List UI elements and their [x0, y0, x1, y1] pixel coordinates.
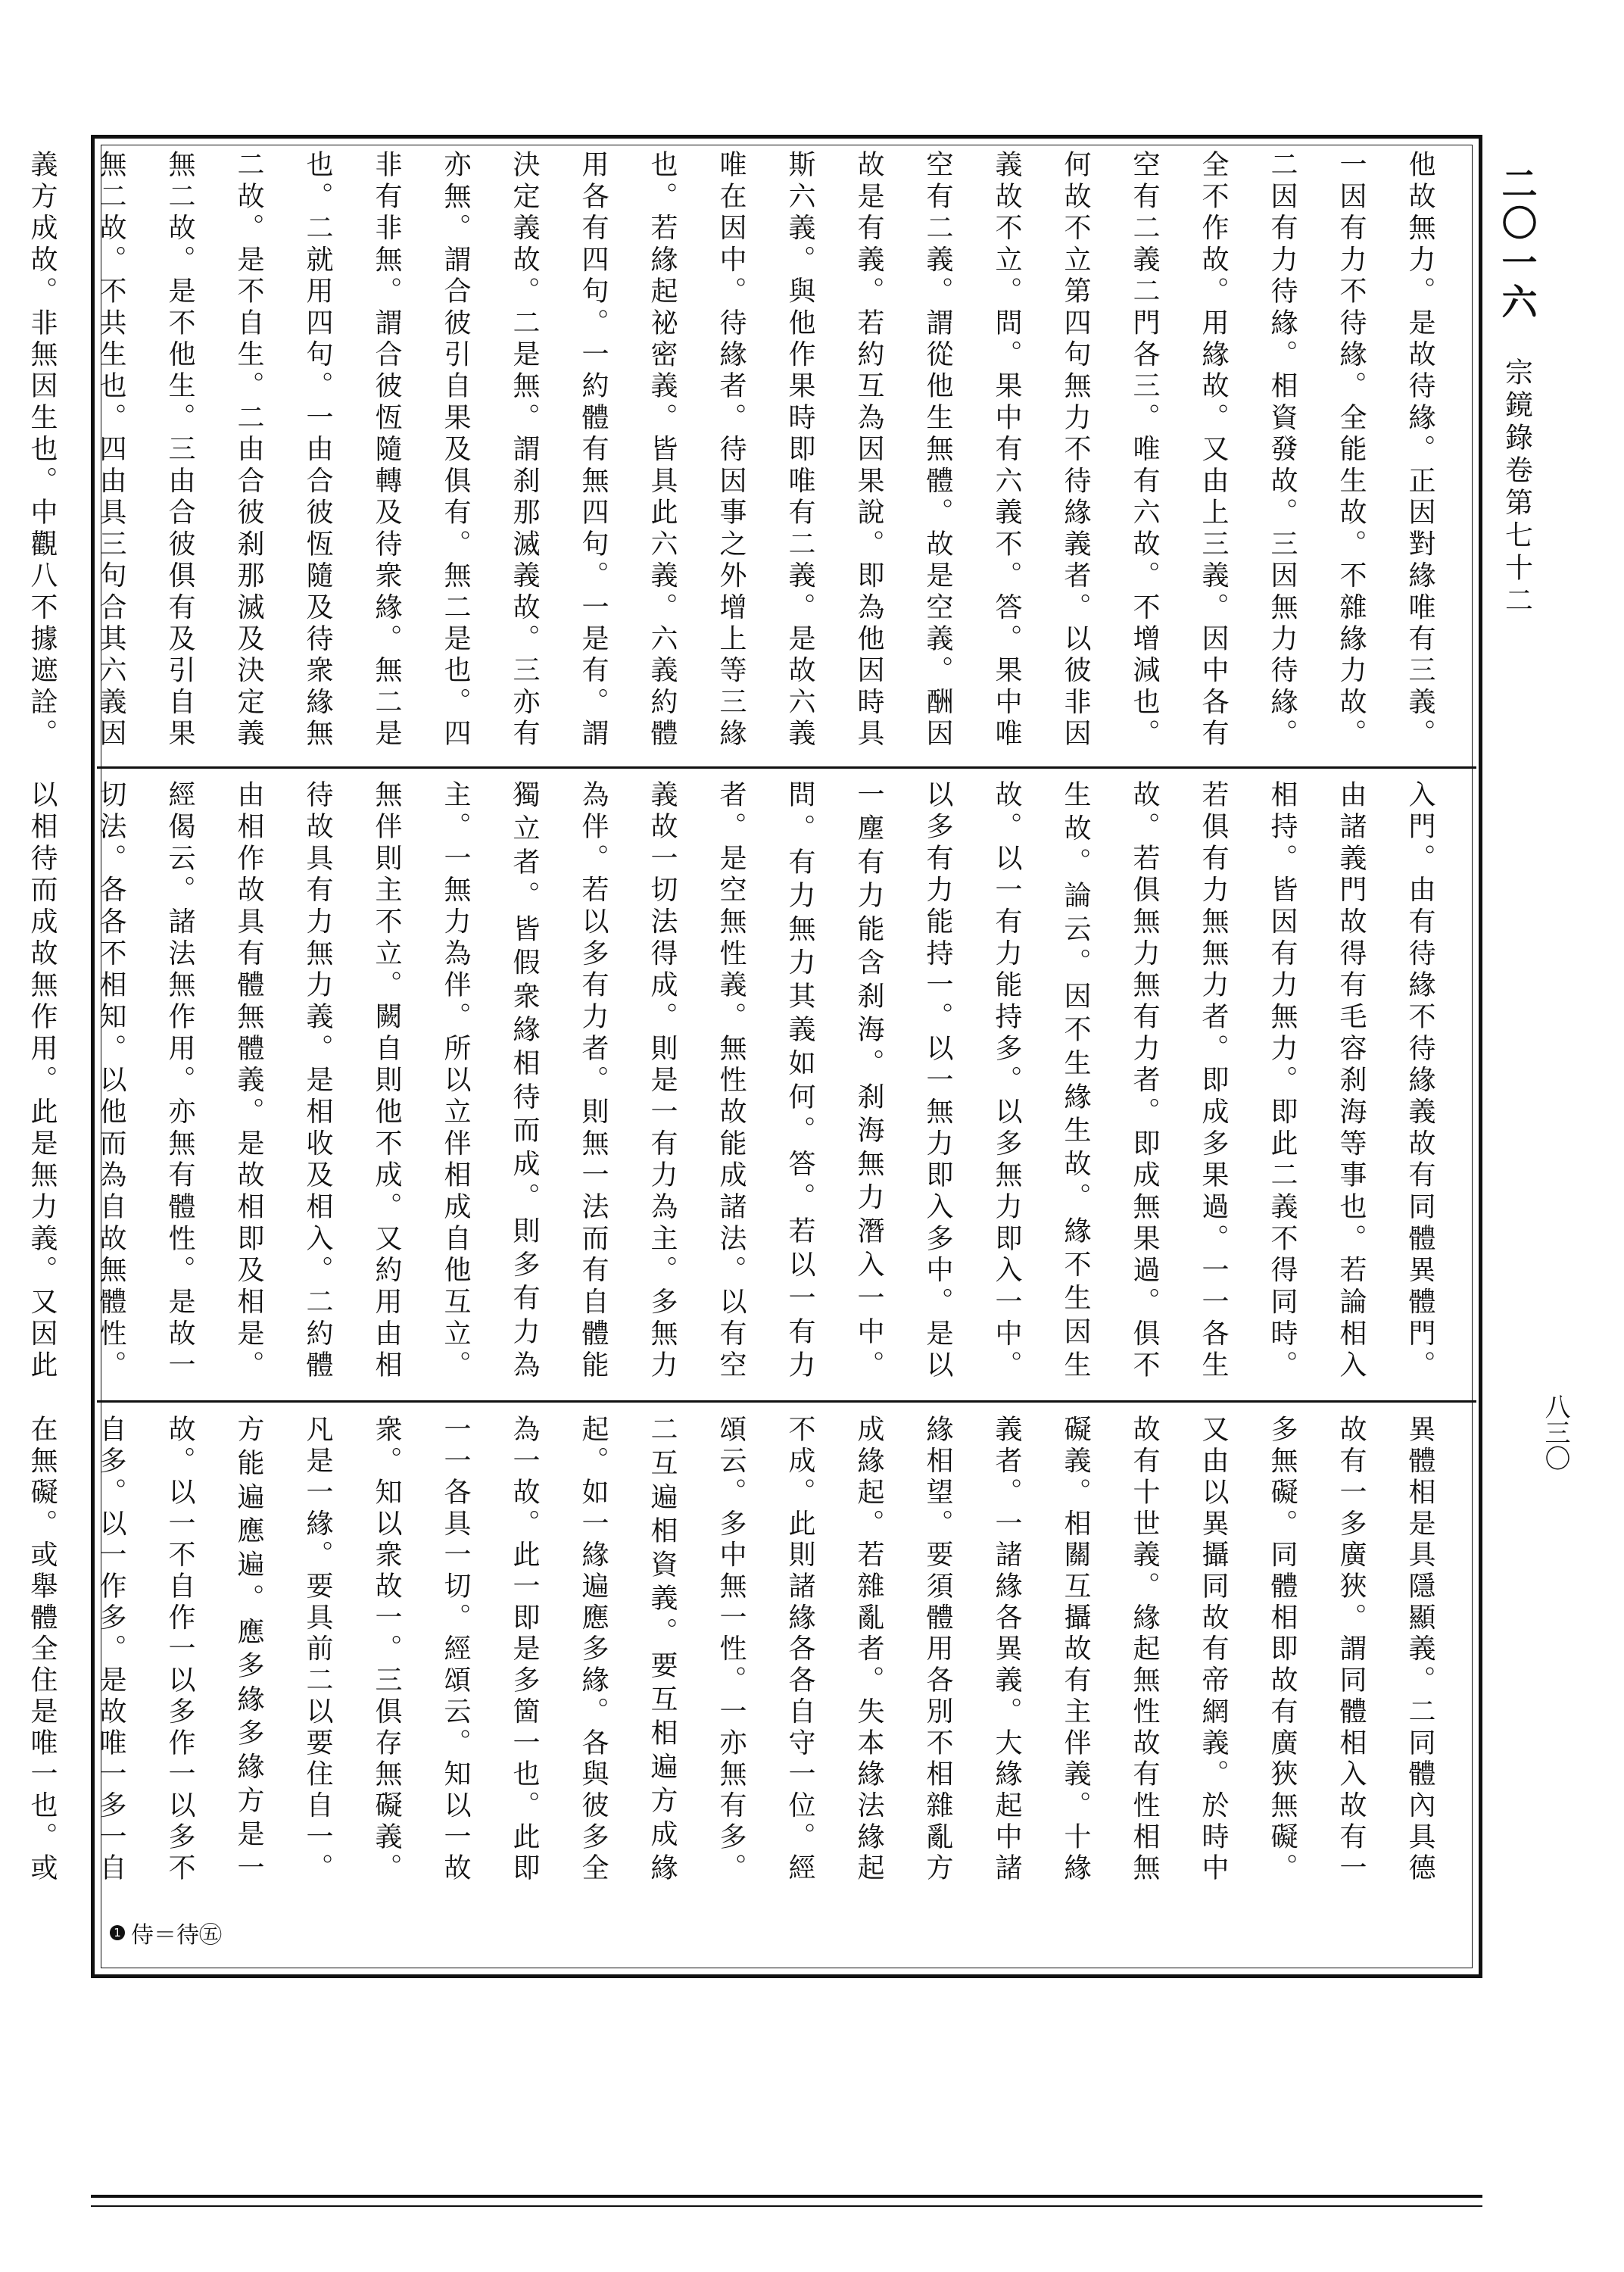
text-band-upper — [26, 150, 1454, 750]
running-head-column — [1485, 150, 1548, 1954]
footnote-marker: 1 — [110, 1925, 125, 1940]
text-band-lower — [26, 1415, 1454, 1884]
bottom-rule-thin — [91, 2205, 1482, 2207]
bottom-rule-thick — [91, 2195, 1482, 2198]
margin-page-marker: 八三〇 — [1540, 1393, 1570, 1471]
page-number: 二〇一六 — [1495, 165, 1538, 323]
running-title: 宗鏡錄卷第七十二 — [1500, 357, 1533, 618]
footnote-text: 侍＝待㊄ — [131, 1922, 222, 1949]
band-divider-upper — [97, 766, 1476, 769]
band-paragraph: 異體相是具隱顯義。二同體內具德故有一多廣狹。謂同體相入故有一多無礙。同體相即故有廣狹無礙。又由以異攝同故有帝網義。於時中故有十世義。緣起無性故有性相無礙義。相關互攝故有主伴義。十緣義者。一諸緣各異義。大緣起中諸緣相望。要須體用各別不相雜亂方成緣起。若雜亂者。失本緣法緣起不成。此則諸緣各各自守一位。經頌云。多中無一性。一亦無有多。二互遍相資義。要互相遍方成緣起。如一緣遍應多緣。各與彼多全為一故。此一即是多箇一也。此即一一各具一切。經頌云。知以一故衆。知以衆故一。三俱存無礙義。凡是一緣。要具前二以要住自一。方能遍應遍。應多緣多緣方是一故。以一不自作一以多作一以多不自多。以一作多。是故唯一多一自在無礙。或舉體全住是唯一也。或 — [26, 1415, 1435, 1884]
band-paragraph: 他故無力。是故待緣。正因對緣唯有三義。一因有力不待緣。全能生故。不雜緣力故。二因有力待緣。相資發故。三因無力待緣。全不作故。用緣故。又由上三義。因中各有空有二義二門各三。唯有六故。不增減也。何故不立第四句無力不待緣義者。以彼非因義故不立。問。果中有六義不。答。果中唯空有二義。謂從他生無體。故是空義。酬因故是有義。若約互為因果說。即為他因時具斯六義。與他作果時即唯有二義。是故六義唯在因中。待緣者。待因事之外增上等三緣也。若緣起祕密義。皆具此六義。六義約體用各有四句。一約體有無四句。一是有。謂決定義故。二是無。謂刹那滅義故。三亦有亦無。謂合彼引自果及俱有。無二是也。四非有非無。謂合彼恆隨轉及待衆緣。無二是也。二就用四句。一由合彼恆隨及待衆緣無二故。是不自生。二由合彼刹那滅及決定義無二故。是不他生。三由合彼俱有及引自果無二故。不共生也。四由具三句合其六義因義方成故。非無因生也。中觀八不據遮詮。 — [26, 150, 1435, 750]
band-divider-lower — [97, 1400, 1476, 1403]
text-band-middle — [26, 780, 1454, 1381]
band-paragraph: 入門。由有待緣不待緣義故有同體異體門。由諸義門故得有毛容刹海等事也。若論相入相持。皆因有力無力。即此二義不得同時。若俱有力無無力者。即成多果過。一一各生故。若俱無力無有力者。即成無果過。俱不生故。論云。因不生緣生故。緣不生因生故。以一有力能持多。以多無力即入一中。以多有力能持一。以一無力即入多中。是以一塵有力能含刹海。刹海無力潛入一中。問。有力無力其義如何。答。若以一有力者。是空無性義。無性故能成諸法。以有空義故一切法得成。則是一有力為主。多無力為伴。若以多有力者。則無一法而有自體能獨立者。皆假衆緣相待而成。則多有力為主。一無力為伴。所以立伴相成自他互立。無伴則主不立。闕自則他不成。又約用由相待故具有力無力義。是相收及相入。二約體由相作故具有體無體義。是故相即及相是。經偈云。諸法無作用。亦無有體性。是故一切法。各各不相知。以他而為自故無體性。以相待而成故無作用。此是無力義。又因此 — [26, 780, 1435, 1381]
footnote — [110, 1910, 413, 1955]
